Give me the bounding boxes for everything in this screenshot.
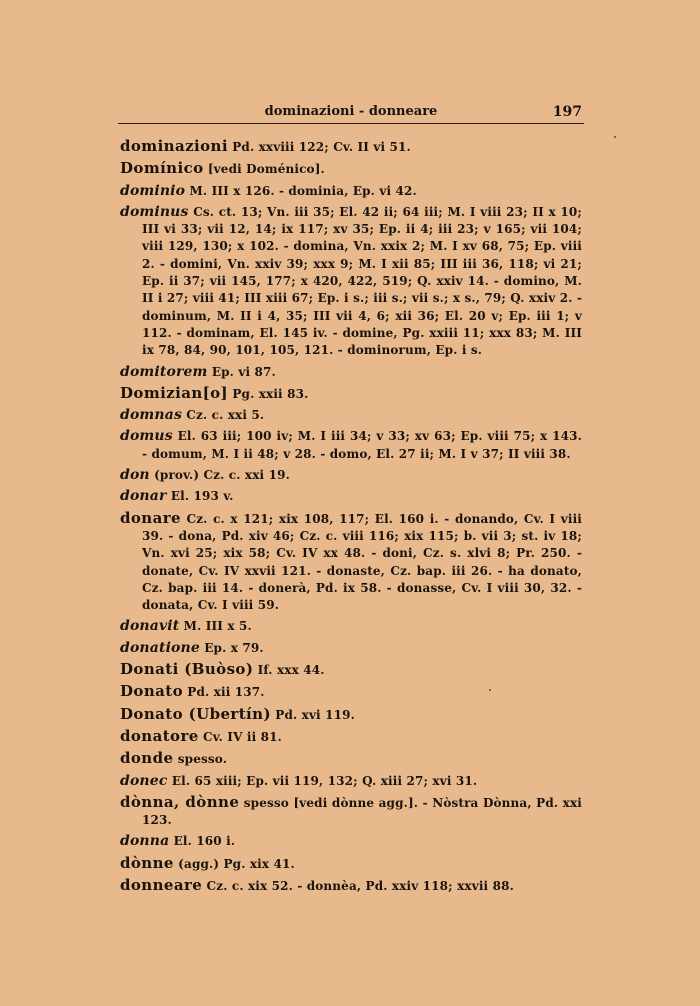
entry-body: Ep. vi 87. bbox=[207, 364, 276, 379]
running-header bbox=[118, 101, 584, 124]
headword: domus bbox=[120, 428, 173, 445]
entry-body: Cz. c. xxi 5. bbox=[181, 408, 265, 423]
entry-body: M. III x 5. bbox=[179, 619, 252, 634]
headword: donneare bbox=[120, 875, 203, 894]
entry bbox=[120, 794, 582, 830]
entry-body: spesso. bbox=[173, 752, 228, 767]
headword: don bbox=[120, 467, 150, 484]
entry bbox=[120, 160, 582, 178]
entry-body: [vedi Doménico]. bbox=[203, 162, 325, 177]
entry-body: El. 65 xiii; Ep. vii 119, 132; Q. xiii 27; xvi 31. bbox=[167, 773, 478, 788]
entry bbox=[120, 385, 582, 403]
entry-body: (agg.) Pg. xix 41. bbox=[173, 856, 295, 871]
entry bbox=[120, 510, 582, 615]
entry-body: Pd. xii 137. bbox=[182, 685, 265, 700]
entry-body: Pd. xxviii 122; Cv. II vi 51. bbox=[227, 140, 411, 154]
entry bbox=[120, 467, 582, 484]
entry-body: Pg. xxii 83. bbox=[228, 386, 309, 401]
entry bbox=[120, 183, 582, 200]
headword: domnas bbox=[120, 407, 182, 424]
headword: donde bbox=[120, 749, 174, 768]
headword: Donato (Ubertín) bbox=[120, 704, 271, 723]
page-number: 197 bbox=[552, 104, 582, 120]
headword: dominus bbox=[120, 203, 189, 220]
headword: Donato bbox=[120, 682, 183, 701]
headword: donavit bbox=[120, 618, 180, 635]
entry bbox=[120, 683, 582, 701]
entry bbox=[120, 428, 582, 463]
entry-body: spesso [vedi dònne agg.]. - Nòstra Dònna, Pd. xxi 123. bbox=[142, 795, 582, 828]
entry-body: Cv. IV ii 81. bbox=[198, 729, 282, 744]
headword: Domínico bbox=[120, 159, 204, 178]
headword: Donati (Buòso) bbox=[120, 660, 254, 679]
entry-body: Ep. x 79. bbox=[199, 640, 264, 655]
entry bbox=[120, 407, 582, 424]
headword: dònne bbox=[120, 853, 174, 872]
entry bbox=[120, 364, 582, 381]
entry-body: Cz. c. xix 52. - donnèa, Pd. xxiv 118; xxvii 88. bbox=[202, 878, 514, 893]
entry-body: Cz. c. x 121; xix 108, 117; El. 160 i. - donando, Cv. I viii 39. - dona, Pd. xiv 46; Cz. c. viii 116; xix 115; b. vii 3; st. iv 18; Vn. xvi 25; xix 58; Cv. IV xx 48. - doni, Cz. s. xlvi 8; Pr. 250. - donate, Cv. IV xxvii 121. - donaste, Cz. bap. iii 26. - ha donato, Cz. bap. iii 14. - donerà, Pd. ix 58. - donasse, Cv. I viii 30, 32. - donata, Cv. I viii 59. bbox=[142, 511, 582, 613]
entry-body: If. xxx 44. bbox=[253, 663, 325, 678]
headword: donar bbox=[120, 488, 167, 505]
entry-list bbox=[120, 138, 582, 899]
entry bbox=[120, 728, 582, 746]
headword: dònna, dònne bbox=[120, 792, 240, 811]
headword: dominazioni bbox=[120, 137, 228, 155]
entry-body: El. 63 iii; 100 iv; M. I iii 34; v 33; xv 63; Ep. viii 75; x 143. - domum, M. I ii 48; v 28. - domo, El. 27 ii; M. I v 37; II viii 38. bbox=[142, 429, 582, 461]
header-title: dominazioni - donneare bbox=[264, 104, 438, 119]
entry bbox=[120, 618, 582, 635]
paper-speck bbox=[614, 136, 616, 138]
entry bbox=[120, 661, 582, 679]
entry bbox=[120, 204, 582, 360]
entry-body: Cs. ct. 13; Vn. iii 35; El. 42 ii; 64 iii; M. I viii 23; II x 10; III vi 33; vii 12, 14; ix 117; xv 35; Ep. ii 4; iii 23; v 165; vii 104; viii 129, 130; x 102. - domina, Vn. xxix 2; M. I xv 68, 75; Ep. viii 2. - domini, Vn. xxiv 39; xxx 9; M. I xii 85; III iii 36, 118; vi 21; Ep. ii 37; vii 145, 177; x 420, 422, 519; Q. xxiv 14. - domino, M. II i 27; viii 41; III xiii 67; Ep. i s.; iii s.; vii s.; x s., 79; Q. xxiv 2. - dominum, M. II i 4, 35; III vii 4, 6; xii 36; El. 20 v; Ep. iii 1; v 112. - dominam, El. 145 iv. - domine, Pg. xxiii 11; xxx 83; M. III ix 78, 84, 90, 101, 105, 121. - dominorum, Ep. i s. bbox=[142, 204, 582, 358]
entry bbox=[120, 488, 582, 505]
entry bbox=[120, 706, 582, 724]
entry bbox=[120, 833, 582, 850]
entry bbox=[120, 773, 582, 790]
entry bbox=[120, 750, 582, 768]
headword: donna bbox=[120, 833, 170, 850]
headword: donec bbox=[120, 772, 168, 789]
headword: donare bbox=[120, 508, 181, 527]
paper-speck bbox=[489, 689, 491, 691]
headword: domitorem bbox=[120, 363, 208, 380]
headword: donatione bbox=[120, 639, 200, 656]
entry-body: M. III x 126. - dominia, Ep. vi 42. bbox=[185, 183, 417, 198]
entry bbox=[120, 640, 582, 657]
entry bbox=[120, 855, 582, 873]
entry-body: El. 160 i. bbox=[169, 834, 236, 849]
headword: Domizian[o] bbox=[120, 383, 229, 402]
entry-body: Pd. xvi 119. bbox=[270, 707, 355, 722]
entry bbox=[120, 138, 582, 156]
entry-body: (prov.) Cz. c. xxi 19. bbox=[149, 468, 290, 483]
headword: donatore bbox=[120, 726, 199, 745]
entry bbox=[120, 877, 582, 895]
headword: dominio bbox=[120, 182, 186, 199]
entry-body: El. 193 v. bbox=[166, 489, 234, 504]
